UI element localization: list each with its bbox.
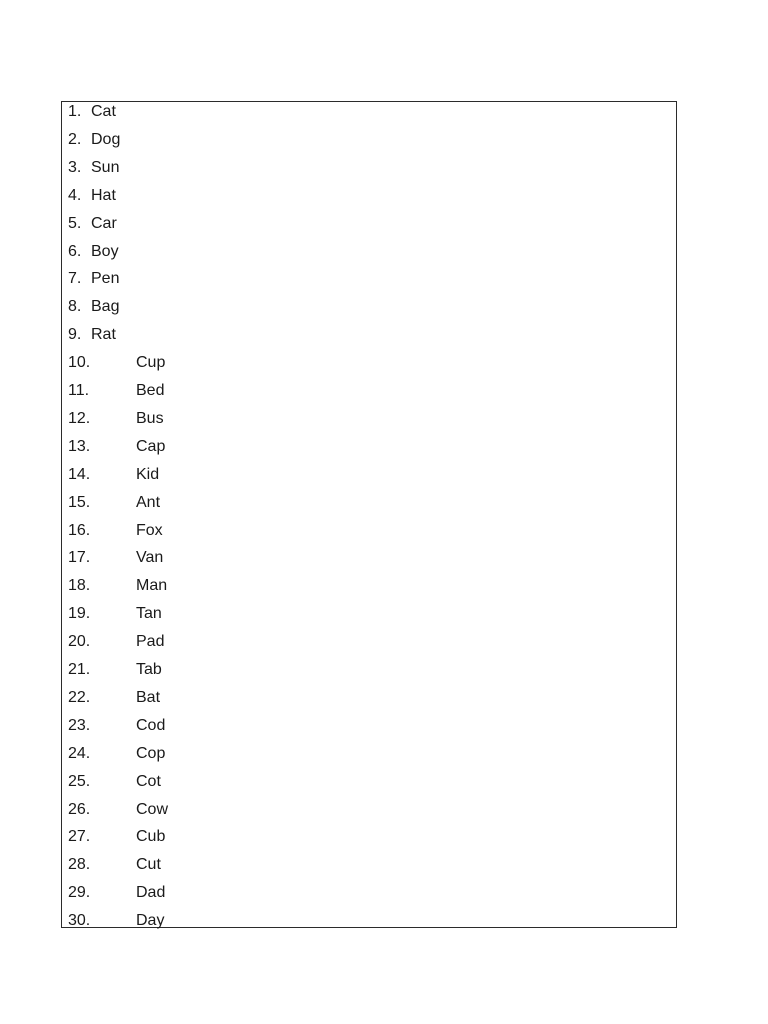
list-item-number: 3. bbox=[68, 158, 82, 176]
list-item-number: 20. bbox=[68, 633, 91, 651]
list-item-number: 8. bbox=[68, 298, 82, 316]
list-item-number: 13. bbox=[68, 437, 91, 455]
list-item-number: 21. bbox=[68, 661, 91, 678]
list-item-number: 4. bbox=[68, 186, 82, 204]
list-item-word: Pad bbox=[136, 633, 165, 651]
list-item-word: Bag bbox=[91, 298, 120, 316]
list-item-number: 28. bbox=[68, 856, 91, 874]
list-item-word: Cat bbox=[91, 103, 116, 120]
list-item-word: Sun bbox=[91, 158, 120, 176]
list-item-number: 19. bbox=[68, 605, 91, 623]
list-item-word: Cot bbox=[136, 772, 161, 790]
list-item-number: 2. bbox=[68, 130, 82, 148]
list-item-number: 12. bbox=[68, 409, 91, 427]
list-item-word: Ant bbox=[136, 493, 161, 511]
list-item-word: Rat bbox=[91, 326, 116, 344]
list-item-word: Kid bbox=[136, 465, 160, 483]
list-item-word: Day bbox=[136, 912, 165, 930]
list-item-number: 22. bbox=[68, 688, 91, 706]
list-item-number: 15. bbox=[68, 493, 91, 511]
list-item-word: Cop bbox=[136, 744, 166, 762]
list-item-word: Pen bbox=[91, 270, 120, 288]
list-item-word: Tab bbox=[136, 661, 162, 678]
list-item-word: Cup bbox=[136, 354, 166, 372]
list-item-number: 24. bbox=[68, 744, 91, 762]
list-item-number: 7. bbox=[68, 270, 82, 288]
list-item-word: Cod bbox=[136, 716, 166, 734]
list-item-number: 26. bbox=[68, 800, 91, 818]
list-item-word: Boy bbox=[91, 242, 119, 260]
word-list-box bbox=[61, 101, 677, 928]
list-item-number: 25. bbox=[68, 772, 91, 790]
list-item-number: 6. bbox=[68, 242, 82, 260]
list-item-number: 11. bbox=[68, 382, 90, 399]
list-item-number: 18. bbox=[68, 577, 91, 595]
list-item-number: 10. bbox=[68, 354, 91, 372]
list-item-word: Cub bbox=[136, 828, 166, 846]
list-item-number: 14. bbox=[68, 465, 91, 483]
list-item-number: 23. bbox=[68, 716, 91, 734]
list-item-word: Cut bbox=[136, 856, 161, 874]
list-item-number: 16. bbox=[68, 521, 91, 539]
list-item-word: Bed bbox=[136, 382, 165, 399]
list-item-number: 30. bbox=[68, 912, 91, 930]
list-item-number: 5. bbox=[68, 214, 82, 232]
list-item-word: Bus bbox=[136, 409, 164, 427]
list-item-number: 17. bbox=[68, 549, 91, 567]
list-item-word: Bat bbox=[136, 688, 161, 706]
list-item-word: Tan bbox=[136, 605, 162, 623]
list-item-word: Cow bbox=[136, 800, 169, 818]
list-item-word: Man bbox=[136, 577, 168, 595]
list-item-number: 1. bbox=[68, 103, 82, 120]
list-item-number: 27. bbox=[68, 828, 91, 846]
list-item-word: Hat bbox=[91, 186, 116, 204]
list-item-word: Dad bbox=[136, 884, 166, 902]
list-item-word: Van bbox=[136, 549, 164, 567]
list-item-word: Car bbox=[91, 214, 117, 232]
list-item-word: Dog bbox=[91, 130, 121, 148]
list-item-number: 29. bbox=[68, 884, 91, 902]
list-item-word: Fox bbox=[136, 521, 163, 539]
list-item-word: Cap bbox=[136, 437, 166, 455]
list-item-number: 9. bbox=[68, 326, 82, 344]
